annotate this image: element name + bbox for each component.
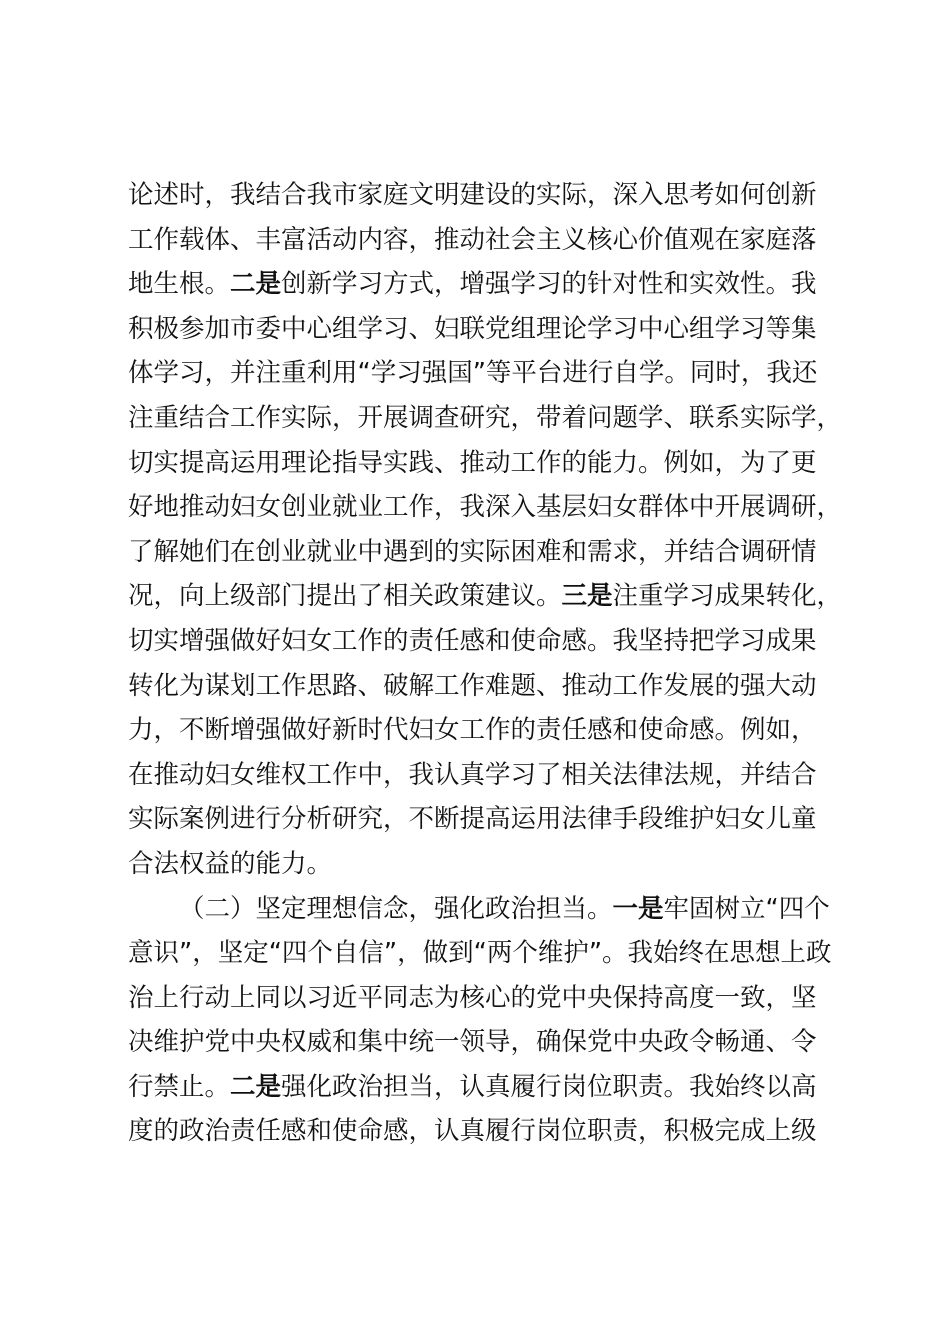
paragraph-line: 况，向上级部门提出了相关政策建议。三是注重学习成果转化， [128, 581, 843, 612]
paragraph-line: 切实增强做好妇女工作的责任感和使命感。我坚持把学习成果 [128, 625, 817, 656]
bold-marker: 二是 [230, 1071, 282, 1102]
bold-marker: 一是 [612, 893, 664, 924]
bold-marker: 三是 [561, 581, 613, 612]
paragraph-line: 力，不断增强做好新时代妇女工作的责任感和使命感。例如， [128, 715, 817, 746]
paragraph-line: 治上行动上同以习近平同志为核心的党中央保持高度一致，坚 [128, 982, 817, 1013]
paragraph-line: 好地推动妇女创业就业工作，我深入基层妇女群体中开展调研， [128, 492, 843, 523]
paragraph-line: 论述时，我结合我市家庭文明建设的实际，深入思考如何创新 [128, 180, 817, 210]
paragraph-line: 实际案例进行分析研究，不断提高运用法律手段维护妇女儿童 [128, 804, 817, 835]
paragraph-line: 意识”，坚定“四个自信”，做到“两个维护”。我始终在思想上政 [128, 938, 832, 969]
bold-marker: 二是 [230, 269, 282, 300]
paragraph-line: 切实提高运用理论指导实践、推动工作的能力。例如，为了更 [128, 447, 817, 478]
paragraph-line: 度的政治责任感和使命感，认真履行岗位职责，积极完成上级 [128, 1116, 817, 1147]
paragraph-line: 积极参加市委中心组学习、妇联党组理论学习中心组学习等集 [128, 313, 817, 344]
paragraph-line: 决维护党中央权威和集中统一领导，确保党中央政令畅通、令 [128, 1027, 817, 1058]
paragraph-line: 在推动妇女维权工作中，我认真学习了相关法律法规，并结合 [128, 759, 817, 790]
paragraph-line: 行禁止。二是强化政治担当，认真履行岗位职责。我始终以高 [128, 1071, 817, 1102]
paragraph-line: 体学习，并注重利用“学习强国”等平台进行自学。同时，我还 [128, 358, 818, 389]
paragraph-line: 工作载体、丰富活动内容，推动社会主义核心价值观在家庭落 [128, 224, 817, 255]
paragraph-line: 转化为谋划工作思路、破解工作难题、推动工作发展的强大动 [128, 670, 817, 701]
paragraph-line: 了解她们在创业就业中遇到的实际困难和需求，并结合调研情 [128, 536, 817, 567]
body-text [128, 173, 858, 1154]
paragraph-line: 合法权益的能力。 [128, 848, 333, 879]
section-heading-line: （二）坚定理想信念，强化政治担当。一是牢固树立“四个 [179, 893, 830, 924]
paragraph-line: 地生根。二是创新学习方式，增强学习的针对性和实效性。我 [128, 269, 817, 300]
paragraph-line: 注重结合工作实际，开展调查研究，带着问题学、联系实际学， [128, 402, 843, 433]
